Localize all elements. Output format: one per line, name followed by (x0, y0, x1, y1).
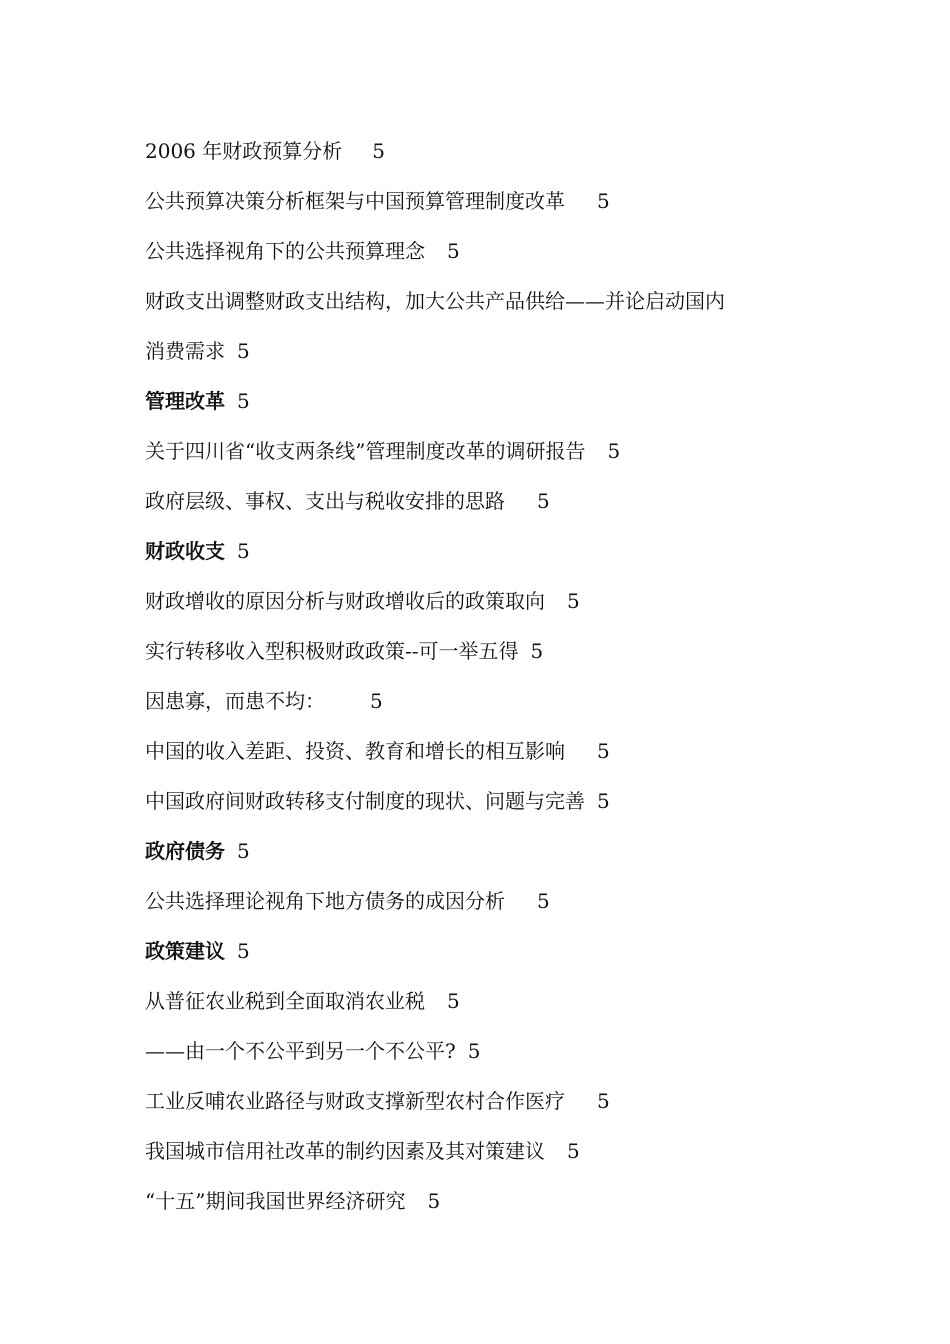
toc-page-number: 5 (597, 789, 610, 813)
toc-page-number: 5 (447, 989, 460, 1013)
toc-entry-title: 从普征农业税到全面取消农业税 (145, 989, 425, 1013)
toc-page-number: 5 (372, 139, 385, 163)
toc-entry-title: 公共选择视角下的公共预算理念 (145, 239, 425, 263)
toc-entry (145, 1188, 440, 1214)
toc-entry (145, 1088, 610, 1114)
toc-entry-title: 2006 年财政预算分析 (145, 139, 343, 163)
toc-entry (145, 188, 610, 214)
toc-entry (145, 988, 460, 1014)
toc-entry-title: 消费需求 (145, 339, 225, 363)
toc-page-number: 5 (597, 1089, 610, 1113)
toc-entry (145, 688, 383, 714)
toc-entry (145, 438, 620, 464)
toc-page-number: 5 (567, 589, 580, 613)
toc-page-number: 5 (237, 539, 250, 563)
toc-page-number: 5 (567, 1139, 580, 1163)
toc-entry (145, 1038, 480, 1064)
toc-page-number: 5 (370, 689, 383, 713)
toc-entry-title: 中国政府间财政转移支付制度的现状、问题与完善 (145, 789, 585, 813)
toc-page-number: 5 (537, 489, 550, 513)
toc-entry (145, 1138, 580, 1164)
toc-entry (145, 288, 725, 314)
toc-entry-title: 实行转移收入型积极财政政策--可一举五得 (145, 639, 519, 663)
toc-entry-title: 因患寡，而患不均： (145, 689, 325, 713)
toc-page-number: 5 (467, 1039, 481, 1063)
toc-page-number: 5 (597, 189, 610, 213)
toc-entry (145, 488, 550, 514)
toc-page-number: 5 (237, 339, 250, 363)
toc-section-heading (145, 538, 250, 564)
toc-entry (145, 238, 460, 264)
toc-entry-title: 政府层级、事权、支出与税收安排的思路 (145, 489, 505, 513)
toc-entry-title: 工业反哺农业路径与财政支撑新型农村合作医疗 (145, 1089, 565, 1113)
toc-section-heading (145, 938, 250, 964)
toc-entry-title: 公共预算决策分析框架与中国预算管理制度改革 (145, 189, 565, 213)
toc-page-number: 5 (237, 839, 250, 863)
toc-entry-title: 财政增收的原因分析与财政增收后的政策取向 (145, 589, 545, 613)
toc-entry (145, 638, 543, 664)
toc-page-number: 5 (530, 639, 544, 663)
toc-page-number: 5 (537, 889, 550, 913)
toc-entry (145, 788, 610, 814)
toc-entry-title: “十五”期间我国世界经济研究 (145, 1189, 406, 1213)
toc-entry-title: 我国城市信用社改革的制约因素及其对策建议 (145, 1139, 545, 1163)
toc-entry (145, 138, 385, 164)
toc-entry-title: 财政支出调整财政支出结构，加大公共产品供给——并论启动国内 (145, 289, 725, 313)
toc-section-title: 管理改革 (145, 389, 225, 413)
toc-entry-title: 公共选择理论视角下地方债务的成因分析 (145, 889, 505, 913)
toc-entry-title: ——由一个不公平到另一个不公平? (145, 1039, 456, 1063)
toc-entry-title: 关于四川省“收支两条线”管理制度改革的调研报告 (145, 439, 586, 463)
toc-page-number: 5 (447, 239, 460, 263)
toc-section-title: 财政收支 (145, 539, 225, 563)
toc-page-number: 5 (427, 1189, 441, 1213)
toc-page-number: 5 (237, 939, 250, 963)
toc-entry (145, 738, 610, 764)
toc-entry (145, 888, 550, 914)
toc-section-title: 政策建议 (145, 939, 225, 963)
toc-entry (145, 588, 580, 614)
toc-page-number: 5 (597, 739, 610, 763)
toc-entry-title: 中国的收入差距、投资、教育和增长的相互影响 (145, 739, 565, 763)
toc-page-number: 5 (237, 389, 250, 413)
toc-section-heading (145, 838, 250, 864)
toc-section-title: 政府债务 (145, 839, 225, 863)
toc-section-heading (145, 388, 250, 414)
toc-page-number: 5 (607, 439, 621, 463)
toc-entry (145, 338, 250, 364)
